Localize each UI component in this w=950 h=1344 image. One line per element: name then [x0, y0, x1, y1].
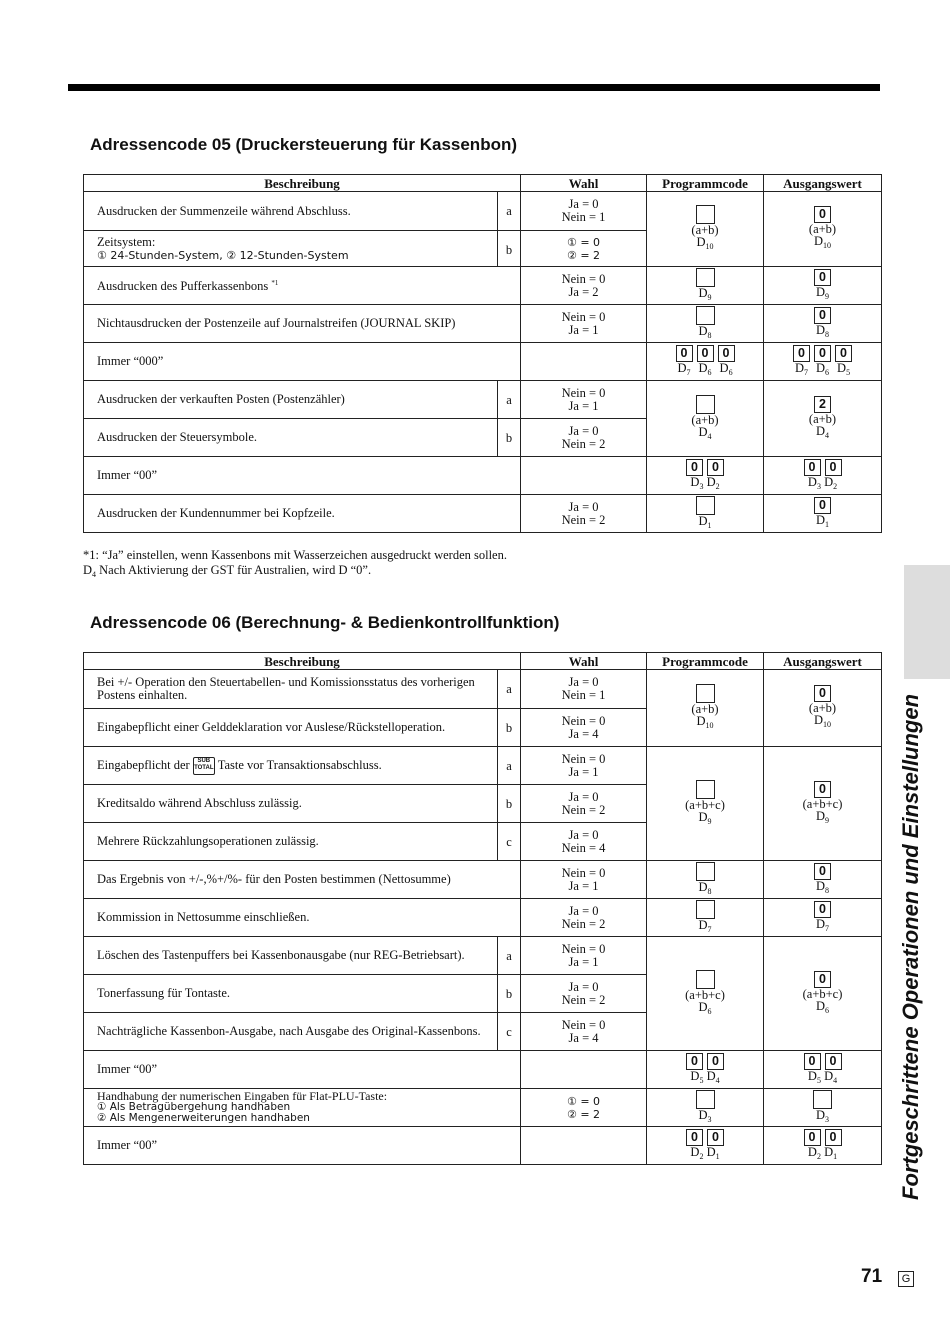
input-box[interactable]	[696, 862, 715, 881]
program-code-d54: 0 0 $D_5$ $D_4$	[647, 1051, 764, 1089]
program-code-d10[interactable]: (a+b) $D_{10}$	[647, 192, 764, 267]
default-value-d10: 0 (a+b) $D_{10}$	[764, 192, 882, 267]
row-description: Immer “00”	[84, 457, 521, 495]
row-description: Nachträgliche Kassenbon-Ausgabe, nach Ausgabe des Original-Kassenbons.	[84, 1013, 498, 1051]
program-code-d9[interactable]: $D_9$	[647, 267, 764, 305]
row-description: Mehrere Rückzahlungsoperationen zulässig.	[84, 823, 498, 861]
row-description: Immer “00”	[84, 1127, 521, 1165]
row-description: Ausdrucken der Steuersymbole.	[84, 419, 498, 457]
table-row	[84, 670, 882, 709]
row-description: Immer “00”	[84, 1051, 521, 1089]
subtotal-key-icon: SUB TOTAL	[193, 757, 215, 775]
page-language-badge: G	[898, 1271, 914, 1287]
row-description: Kreditsaldo während Abschluss zulässig.	[84, 785, 498, 823]
row-wahl-empty	[521, 1127, 647, 1165]
row-wahl: Nein = 0 Ja = 1	[521, 937, 647, 975]
default-value-d765: 0 0 0 $D_7$ $D_6$ $D_5$	[764, 343, 882, 381]
row-wahl: Ja = 0 Nein = 2	[521, 495, 647, 533]
input-box[interactable]	[696, 684, 715, 703]
row-letter: a	[498, 381, 521, 419]
default-value-d9: 0 $D_9$	[764, 267, 882, 305]
row-wahl: Nein = 0 Ja = 1	[521, 381, 647, 419]
table-header	[84, 653, 882, 670]
row-description: Tonerfassung für Tontaste.	[84, 975, 498, 1013]
table-address-06	[83, 652, 882, 1165]
row-wahl: Nein = 0 Ja = 4	[521, 709, 647, 747]
default-value-d21: 0 0 $D_2$ $D_1$	[764, 1127, 882, 1165]
row-letter: b	[498, 231, 521, 267]
input-box[interactable]	[696, 205, 715, 224]
header-programmcode: Programmcode	[647, 175, 764, 192]
table-row	[84, 747, 882, 785]
section-05-title: Adressencode 05 (Druckersteuerung für Kassenbon)	[90, 135, 518, 154]
table-row	[84, 1127, 882, 1165]
row-letter: a	[498, 937, 521, 975]
header-ausgangswert: Ausgangswert	[764, 175, 882, 192]
program-code-d8[interactable]: $D_8$	[647, 305, 764, 343]
row-description: Ausdrucken der Kundennummer bei Kopfzeile.	[84, 495, 521, 533]
top-rule	[68, 84, 880, 91]
row-description: Handhabung der numerischen Eingaben für Flat-PLU-Taste: ① Als Betragübergehung handhaben ② Als Mengenerweiterungen handhaben	[84, 1089, 521, 1127]
row-wahl-empty	[521, 343, 647, 381]
input-box[interactable]	[696, 268, 715, 287]
header-beschreibung: Beschreibung	[84, 653, 521, 670]
row-wahl: Ja = 0 Nein = 1	[521, 192, 647, 231]
row-wahl: ① = 0 ② = 2	[521, 1089, 647, 1127]
row-description: Eingabepflicht einer Gelddeklaration vor Auslese/Rückstelloperation.	[84, 709, 498, 747]
row-letter: a	[498, 747, 521, 785]
row-description: Löschen des Tastenpuffers bei Kassenbonausgabe (nur REG-Betriebsart).	[84, 937, 498, 975]
program-code-d6[interactable]: (a+b+c) $D_6$	[647, 937, 764, 1051]
row-wahl: ① = 0 ② = 2	[521, 231, 647, 267]
row-wahl-empty	[521, 1051, 647, 1089]
row-wahl: Ja = 0 Nein = 2	[521, 785, 647, 823]
input-box[interactable]	[696, 1090, 715, 1109]
page-number: 71	[861, 1266, 883, 1287]
row-letter: b	[498, 785, 521, 823]
default-value-d8: 0 $D_8$	[764, 861, 882, 899]
table-row	[84, 937, 882, 975]
input-box[interactable]	[696, 395, 715, 414]
side-chapter-label: Fortgeschrittene Operationen und Einstellungen	[898, 693, 923, 1200]
row-wahl: Nein = 0 Ja = 4	[521, 1013, 647, 1051]
side-tab	[904, 565, 950, 679]
row-description: Ausdrucken der Summenzeile während Abschluss.	[84, 192, 498, 231]
program-code-d4[interactable]: (a+b) $D_4$	[647, 381, 764, 457]
table-header	[84, 175, 882, 192]
header-wahl: Wahl	[521, 653, 647, 670]
table-address-05	[83, 174, 882, 533]
table-row	[84, 343, 882, 381]
row-wahl: Ja = 0 Nein = 4	[521, 823, 647, 861]
row-wahl: Nein = 0 Ja = 1	[521, 305, 647, 343]
default-value-d32: 0 0 $D_3$ $D_2$	[764, 457, 882, 495]
row-wahl: Nein = 0 Ja = 1	[521, 747, 647, 785]
row-wahl: Ja = 0 Nein = 2	[521, 975, 647, 1013]
default-value-d1: 0 $D_1$	[764, 495, 882, 533]
default-value-d4: 2 (a+b) $D_4$	[764, 381, 882, 457]
default-value-d7: 0 $D_7$	[764, 899, 882, 937]
header-programmcode: Programmcode	[647, 653, 764, 670]
row-letter: a	[498, 670, 521, 709]
default-value-d3: $D_3$	[764, 1089, 882, 1127]
row-description: Ausdrucken des Pufferkassenbons $^{*1}$	[84, 267, 521, 305]
row-description: Kommission in Nettosumme einschließen.	[84, 899, 521, 937]
row-description: Ausdrucken der verkauften Posten (Postenzähler)	[84, 381, 498, 419]
row-description: Das Ergebnis von +/-,%+/%- für den Posten bestimmen (Nettosumme)	[84, 861, 521, 899]
program-code-d7[interactable]: $D_7$	[647, 899, 764, 937]
row-wahl-empty	[521, 457, 647, 495]
table-row	[84, 1089, 882, 1127]
program-code-d1[interactable]: $D_1$	[647, 495, 764, 533]
row-wahl: Ja = 0 Nein = 2	[521, 419, 647, 457]
row-description: Bei +/- Operation den Steuertabellen- und Komissionsstatus des vorherigen Postens einhalten.	[84, 670, 498, 709]
footnote-2: $D_4$ Nach Aktivierung der GST für Australien, wird D “0”.	[83, 563, 372, 579]
input-box[interactable]	[696, 970, 715, 989]
header-ausgangswert: Ausgangswert	[764, 653, 882, 670]
table-row	[84, 457, 882, 495]
table-row	[84, 861, 882, 899]
table-row	[84, 192, 882, 231]
row-letter: c	[498, 1013, 521, 1051]
program-code-d3[interactable]: $D_3$	[647, 1089, 764, 1127]
input-box[interactable]	[696, 780, 715, 799]
program-code-d765: 0 0 0 $D_7$ $D_6$ $D_6$	[647, 343, 764, 381]
row-description: Nichtausdrucken der Postenzeile auf Journalstreifen (JOURNAL SKIP)	[84, 305, 521, 343]
header-beschreibung: Beschreibung	[84, 175, 521, 192]
row-description: Eingabepflicht der SUB TOTAL Taste vor Transaktionsabschluss.	[84, 747, 498, 785]
row-wahl: Nein = 0 Ja = 2	[521, 267, 647, 305]
row-letter: b	[498, 419, 521, 457]
default-value-d54: 0 0 $D_5$ $D_4$	[764, 1051, 882, 1089]
row-description: Immer “000”	[84, 343, 521, 381]
table-row	[84, 381, 882, 419]
row-wahl: Nein = 0 Ja = 1	[521, 861, 647, 899]
row-letter: c	[498, 823, 521, 861]
default-value-d10: 0 (a+b) $D_{10}$	[764, 670, 882, 747]
footnote-1: *1: “Ja” einstellen, wenn Kassenbons mit Wasserzeichen ausgedruckt werden sollen.	[83, 548, 507, 562]
header-wahl: Wahl	[521, 175, 647, 192]
row-letter: a	[498, 192, 521, 231]
row-description: Zeitsystem: ① 24-Stunden-System, ② 12-Stunden-System	[84, 231, 498, 267]
table-row	[84, 305, 882, 343]
input-box[interactable]	[696, 900, 715, 919]
section-06-title: Adressencode 06 (Berechnung- & Bedienkontrollfunktion)	[90, 613, 560, 632]
row-letter: b	[498, 975, 521, 1013]
table-row	[84, 267, 882, 305]
table-row	[84, 1051, 882, 1089]
table-row	[84, 495, 882, 533]
default-value-d9: 0 (a+b+c) $D_9$	[764, 747, 882, 861]
row-wahl: Ja = 0 Nein = 1	[521, 670, 647, 709]
input-box[interactable]	[696, 496, 715, 515]
row-letter: b	[498, 709, 521, 747]
input-box[interactable]	[696, 306, 715, 325]
program-code-d9[interactable]: (a+b+c) $D_9$	[647, 747, 764, 861]
program-code-d8[interactable]: $D_8$	[647, 861, 764, 899]
program-code-d21: 0 0 $D_2$ $D_1$	[647, 1127, 764, 1165]
program-code-d32: 0 0 $D_3$ $D_2$	[647, 457, 764, 495]
program-code-d10[interactable]: (a+b) $D_{10}$	[647, 670, 764, 747]
table-row	[84, 899, 882, 937]
default-value-d6: 0 (a+b+c) $D_6$	[764, 937, 882, 1051]
row-wahl: Ja = 0 Nein = 2	[521, 899, 647, 937]
default-value-d8: 0 $D_8$	[764, 305, 882, 343]
